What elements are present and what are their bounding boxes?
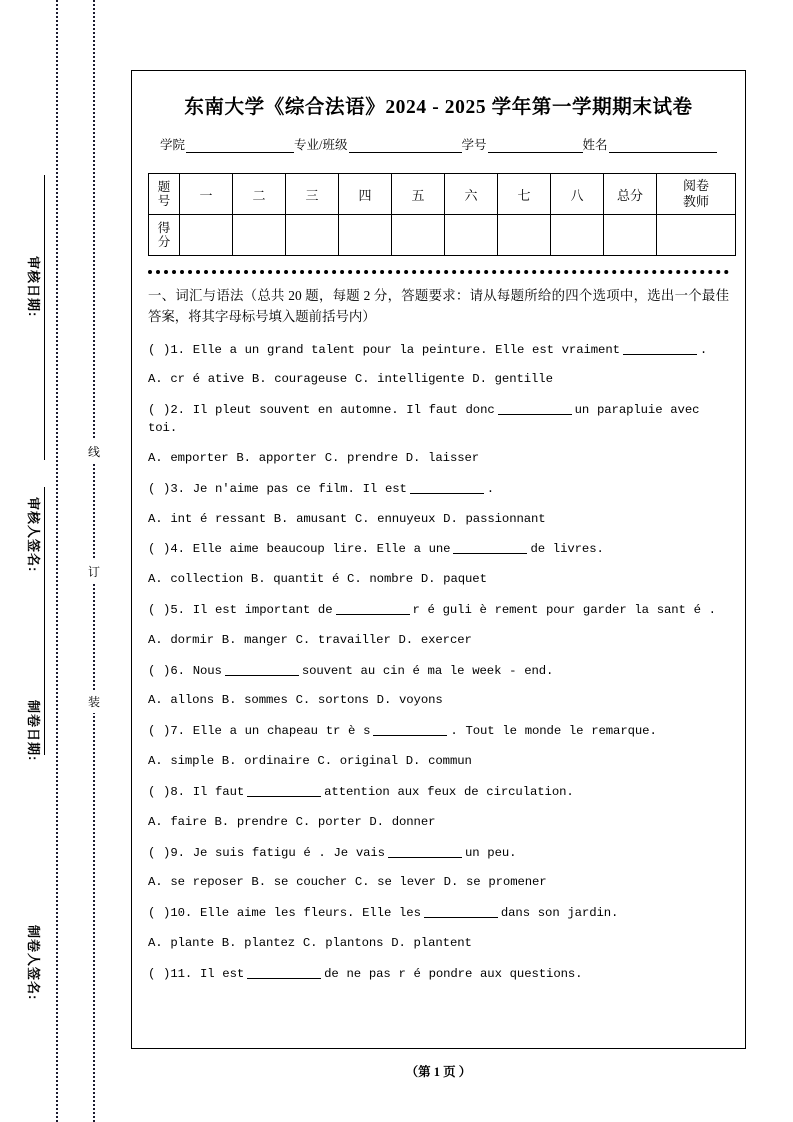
question-10-options[interactable]: A. plante B. plantez C. plantons D. plantent [148,936,472,951]
label-major-class: 专业/班级 [294,138,348,152]
question-7-prefix[interactable]: ( )7. [148,724,185,739]
question-1-text-after: . [699,342,708,357]
label-student-id: 学号 [461,138,487,152]
question-9-blank[interactable] [388,846,462,858]
question-1-text-before: Elle a un grand talent pour la peinture. Elle est vraiment [192,342,620,357]
student-info-line [160,135,717,153]
grading-teacher-line-2: 教师 [682,194,709,209]
question-6-options[interactable]: A. allons B. sommes C. sortons D. voyons [148,693,443,708]
score-col-3: 三 [286,174,339,215]
score-cell-6[interactable] [445,215,498,256]
input-college[interactable] [186,139,294,153]
question-5-blank[interactable] [336,603,410,615]
score-cell-8[interactable] [551,215,604,256]
question-7-blank[interactable] [373,724,447,736]
score-cell-2[interactable] [233,215,286,256]
question-4-blank[interactable] [453,542,527,554]
table-row-scores [149,215,736,256]
question-3-blank[interactable] [410,482,484,494]
question-4-text-before: Elle aime beaucoup lire. Elle a une [192,542,451,557]
score-col-total: 总分 [604,174,657,215]
question-2-prefix[interactable]: ( )2. [148,403,185,418]
score-col-6: 六 [445,174,498,215]
question-10-blank[interactable] [424,906,498,918]
score-col-grading-teacher [657,174,736,215]
binding-margin [0,0,131,1122]
margin-divider-2 [44,487,45,755]
question-8-blank[interactable] [247,785,321,797]
row-header-question-number: 题 号 [149,174,180,215]
question-3-options[interactable]: A. int é ressant B. amusant C. ennuyeux D. passionnant [148,511,546,526]
question-9-stem [148,845,729,863]
question-9-text-after: un peu. [464,845,517,860]
exam-paper-body [131,70,746,1049]
score-col-7: 七 [498,174,551,215]
question-9-prefix[interactable]: ( )9. [148,845,185,860]
input-student-id[interactable] [488,139,583,153]
margin-divider-1 [44,175,45,460]
question-1-prefix[interactable]: ( )1. [148,342,185,357]
row-header-score: 得 分 [149,215,180,256]
question-7-stem [148,723,729,741]
question-8-options[interactable]: A. faire B. prendre C. porter D. donner [148,814,436,829]
score-col-4: 四 [339,174,392,215]
question-4-options[interactable]: A. collection B. quantit é C. nombre D. paquet [148,572,487,587]
input-student-name[interactable] [609,139,717,153]
question-11-text-before: Il est [199,966,245,981]
binding-word-zhuang: 装 [85,690,103,713]
question-1-blank[interactable] [623,343,697,355]
question-4-stem [148,541,729,559]
score-col-2: 二 [233,174,286,215]
question-4-text-after: de livres. [530,542,604,557]
section-dotted-separator [148,270,729,274]
question-7-text-before: Elle a un chapeau tr è s [192,724,371,739]
question-9-text-before: Je suis fatigu é . Je vais [192,845,385,860]
question-10-text-before: Elle aime les fleurs. Elle les [199,906,421,921]
question-6-text-after: souvent au cin é ma le week - end. [301,663,554,678]
question-8-stem [148,784,729,802]
table-row-question-numbers [149,174,736,215]
score-cell-1[interactable] [180,215,233,256]
question-1-stem [148,342,729,360]
question-3-text-before: Je n'aime pas ce film. Il est [192,481,407,496]
label-student-name: 姓名 [582,138,608,152]
question-5-stem [148,602,729,620]
question-2-stem [148,402,729,438]
question-list [148,342,729,984]
margin-label-auditor-signature: 审核人签名: [26,497,41,573]
section-heading: 一、词汇与语法（总共 20 题，每题 2 分，答题要求：请从每题所给的四个选项中，选出一个最佳答案，将其字母标号填入题前括号内） [148,288,729,324]
question-6-text-before: Nous [192,663,222,678]
question-6-stem [148,663,729,681]
question-11-blank[interactable] [247,967,321,979]
score-cell-7[interactable] [498,215,551,256]
question-3-prefix[interactable]: ( )3. [148,481,185,496]
question-4-prefix[interactable]: ( )4. [148,542,185,557]
binding-dotted-rule-outer [56,0,58,1122]
question-5-options[interactable]: A. dormir B. manger C. travailler D. exercer [148,632,472,647]
question-10-stem [148,905,729,923]
label-college: 学院 [160,138,186,152]
question-9-options[interactable]: A. se reposer B. se coucher C. se lever D. se promener [148,875,547,890]
question-7-options[interactable]: A. simple B. ordinaire C. original D. commun [148,754,472,769]
page-footer: （第 1 页 ） [405,1065,472,1079]
score-cell-3[interactable] [286,215,339,256]
score-cell-total[interactable] [604,215,657,256]
question-2-options[interactable]: A. emporter B. apporter C. prendre D. laisser [148,450,480,465]
score-cell-5[interactable] [392,215,445,256]
question-11-prefix[interactable]: ( )11. [148,966,193,981]
question-10-prefix[interactable]: ( )10. [148,906,193,921]
question-5-prefix[interactable]: ( )5. [148,602,185,617]
grading-teacher-line-1: 阅卷 [682,178,709,194]
binding-word-xian: 线 [85,440,103,463]
input-major-class[interactable] [349,139,462,153]
score-cell-grading-teacher[interactable] [657,215,736,256]
question-8-text-before: Il faut [192,784,245,799]
question-3-stem [148,481,729,499]
question-11-text-after: de ne pas r é pondre aux questions. [324,966,583,981]
question-2-text-after: un parapluie avec toi. [148,403,700,436]
margin-label-paper-date: 制卷日期: [26,700,41,762]
binding-word-ding: 订 [85,560,103,583]
score-cell-4[interactable] [339,215,392,256]
question-2-text-before: Il pleut souvent en automne. Il faut donc [192,403,495,418]
question-2-blank[interactable] [498,403,572,415]
question-6-blank[interactable] [225,664,299,676]
question-6-prefix[interactable]: ( )6. [148,663,185,678]
score-col-5: 五 [392,174,445,215]
question-5-text-before: Il est important de [192,602,333,617]
question-10-text-after: dans son jardin. [500,906,619,921]
page-title: 东南大学《综合法语》2024 - 2025 学年第一学期期末试卷 [184,97,693,118]
question-3-text-after: . [486,481,495,496]
margin-label-paper-maker-signature: 制卷人签名: [26,925,41,1001]
question-11-stem [148,966,729,984]
question-5-text-after: r é guli è rement pour garder la sant é . [412,602,716,617]
score-table [148,173,736,256]
margin-label-audit-date: 审核日期: [26,256,41,318]
question-8-text-after: attention aux feux de circulation. [324,784,574,799]
question-8-prefix[interactable]: ( )8. [148,784,185,799]
score-col-8: 八 [551,174,604,215]
question-7-text-after: . Tout le monde le remarque. [450,724,657,739]
score-col-1: 一 [180,174,233,215]
question-1-options[interactable]: A. cr é ative B. courageuse C. intelligente D. gentille [148,372,553,387]
